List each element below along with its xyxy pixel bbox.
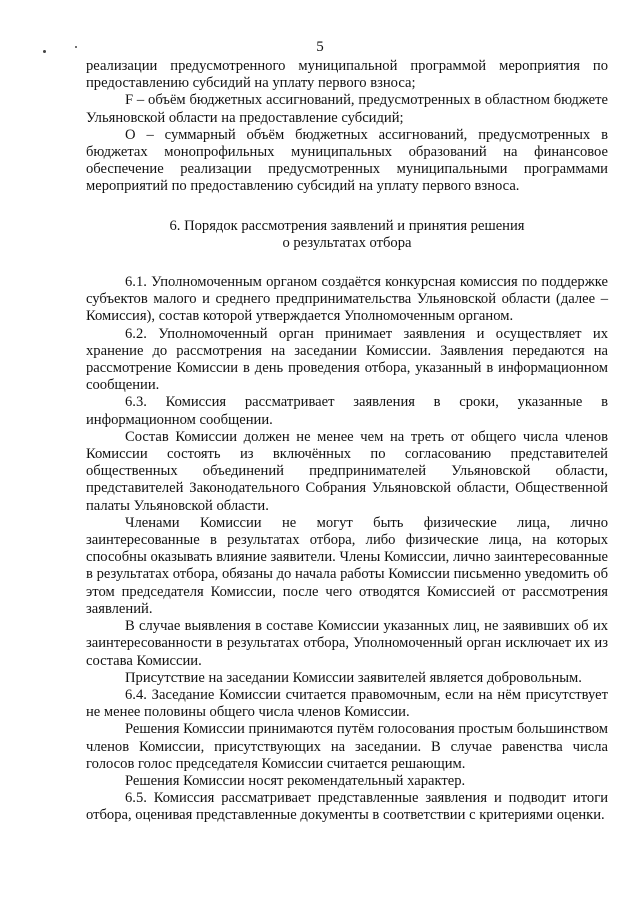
paragraph: 6.4. Заседание Комиссии считается правомочным, если на нём присутствует не менее половины общего числа членов Комиссии. — [86, 686, 608, 721]
paragraph: реализации предусмотренного муниципальной программой мероприятия по предоставлению субсидий на уплату первого взноса; — [86, 58, 608, 92]
page-number: 5 — [316, 39, 324, 55]
section-heading-line: 6. Порядок рассмотрения заявлений и принятия решения — [169, 217, 525, 234]
paragraph: F – объём бюджетных ассигнований, предусмотренных в областном бюджете Ульяновской области на предоставление субсидий; — [86, 92, 608, 126]
paragraph: 6.2. Уполномоченный орган принимает заявления и осуществляет их хранение до рассмотрения на заседании Комиссии. Заявления передаются на рассмотрение Комиссии в день проведения отбора, указанный в информационном сообщении. — [86, 325, 608, 394]
paragraph: Решения Комиссии принимаются путём голосования простым большинством членов Комиссии, присутствующих на заседании. В случае равенства числа голосов голос председателя Комиссии считается решающим. — [86, 721, 608, 772]
paragraph: 6.3. Комиссия рассматривает заявления в сроки, указанные в информационном сообщении. — [86, 394, 608, 428]
paragraph: Состав Комиссии должен не менее чем на треть от общего числа членов Комиссии состоять из включённых по согласованию представителей общественных объединений предпринимателей Ульяновской области, представителей Законодательного Собрания Ульяновской области, Общественной палаты Ульяновской области. — [86, 428, 608, 514]
paragraph: В случае выявления в составе Комиссии указанных лиц, не заявивших об их заинтересованности в результатах отбора, Уполномоченный орган исключает их из состава Комиссии. — [86, 618, 608, 669]
paragraph: Присутствие на заседании Комиссии заявителей является добровольным. — [125, 669, 582, 686]
paragraph: Решения Комиссии носят рекомендательный характер. — [125, 772, 466, 789]
document-body — [86, 58, 608, 825]
paragraph: 6.5. Комиссия рассматривает представленные заявления и подводит итоги отбора, оценивая представленные документы в соответствии с критериями оценки. — [86, 790, 608, 824]
paragraph: O – суммарный объём бюджетных ассигнований, предусмотренных в бюджетах монопрофильных муниципальных образований на финансовое обеспечение реализации предусмотренных муниципальными программами мероприятий по предоставлению субсидий на уплату первого взноса. — [86, 126, 608, 195]
section-heading — [86, 218, 608, 252]
section-heading-line: о результатах отбора — [282, 234, 412, 251]
paragraph: Членами Комиссии не могут быть физические лица, лично заинтересованные в результатах отбора, либо физические лица, на которых способны оказывать влияние заявители. Члены Комиссии, лично заинтересованные в результатах отбора, обязаны до начала работы Комиссии письменно уведомить об этом председателя Комиссии, после чего отводятся Комиссией от рассмотрения заявлений. — [86, 514, 608, 617]
paragraph: 6.1. Уполномоченным органом создаётся конкурсная комиссия по поддержке субъектов малого и среднего предпринимательства Ульяновской области (далее – Комиссия), состав которой утверждается Уполномоченным органом. — [86, 274, 608, 325]
